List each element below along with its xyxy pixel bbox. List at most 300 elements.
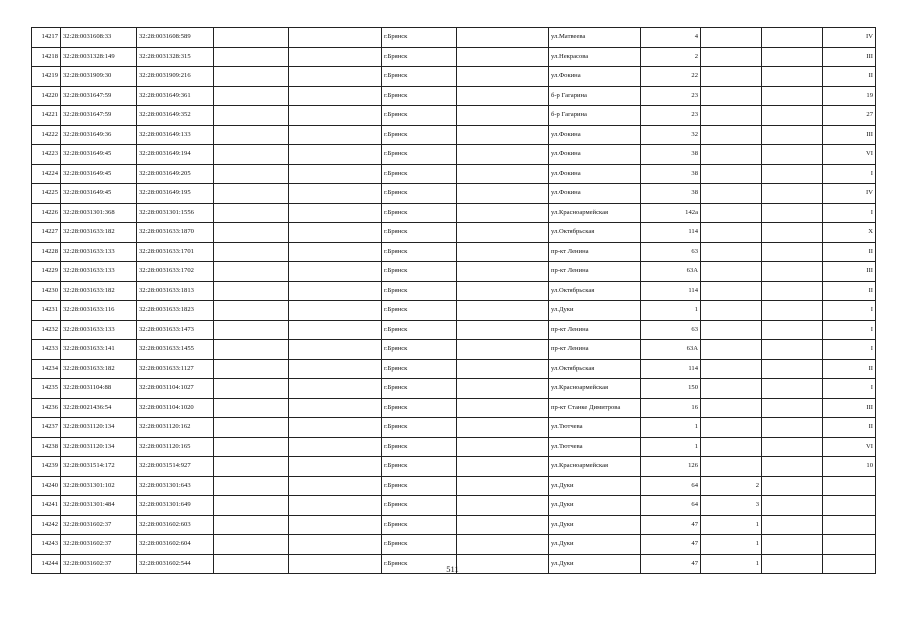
cell-house-number: 16 bbox=[641, 398, 701, 418]
cell-col-blank-4 bbox=[762, 86, 823, 106]
page-number: 511 bbox=[446, 564, 459, 574]
cell-street: ул.Фокина bbox=[549, 145, 641, 165]
cell-col-blank-3 bbox=[457, 418, 549, 438]
cell-col-blank-2 bbox=[289, 242, 382, 262]
cell-cadastral-number: 32:28:0031602:604 bbox=[137, 535, 214, 555]
cell-house-number: 1 bbox=[641, 418, 701, 438]
cell-premises-number: IV bbox=[823, 28, 876, 48]
table-row bbox=[32, 67, 876, 87]
cell-street: ул.Красноармейская bbox=[549, 203, 641, 223]
cell-row-number: 14238 bbox=[32, 437, 61, 457]
cell-row-number: 14228 bbox=[32, 242, 61, 262]
table-row bbox=[32, 86, 876, 106]
cell-cadastral-quarter: 32:28:0031649:45 bbox=[61, 145, 137, 165]
cell-col-blank-4 bbox=[762, 340, 823, 360]
cell-city: г.Брянск bbox=[382, 262, 457, 282]
cell-city: г.Брянск bbox=[382, 125, 457, 145]
cell-house-number: 47 bbox=[641, 535, 701, 555]
cell-col-blank-1 bbox=[214, 106, 289, 126]
cell-premises-number: II bbox=[823, 281, 876, 301]
table-row bbox=[32, 184, 876, 204]
cell-city: г.Брянск bbox=[382, 203, 457, 223]
cell-city: г.Брянск bbox=[382, 554, 457, 574]
cell-city: г.Брянск bbox=[382, 301, 457, 321]
cell-premises-number: VI bbox=[823, 437, 876, 457]
cell-row-number: 14239 bbox=[32, 457, 61, 477]
cell-col-blank-1 bbox=[214, 28, 289, 48]
cell-col-blank-1 bbox=[214, 301, 289, 321]
cell-col-blank-2 bbox=[289, 164, 382, 184]
cell-building-number bbox=[701, 457, 762, 477]
cell-col-blank-3 bbox=[457, 535, 549, 555]
cell-house-number: 63 bbox=[641, 242, 701, 262]
cell-cadastral-number: 32:28:0031104:1020 bbox=[137, 398, 214, 418]
cell-cadastral-number: 32:28:0031633:1823 bbox=[137, 301, 214, 321]
cell-cadastral-number: 32:28:0031633:1127 bbox=[137, 359, 214, 379]
cell-city: г.Брянск bbox=[382, 359, 457, 379]
cell-col-blank-1 bbox=[214, 359, 289, 379]
table-row bbox=[32, 281, 876, 301]
cell-house-number: 2 bbox=[641, 47, 701, 67]
cell-building-number bbox=[701, 320, 762, 340]
cell-premises-number bbox=[823, 535, 876, 555]
cell-col-blank-4 bbox=[762, 125, 823, 145]
cell-cadastral-number: 32:28:0031602:544 bbox=[137, 554, 214, 574]
cell-street: пр-кт Ленина bbox=[549, 340, 641, 360]
cell-city: г.Брянск bbox=[382, 242, 457, 262]
cell-col-blank-4 bbox=[762, 476, 823, 496]
cell-city: г.Брянск bbox=[382, 340, 457, 360]
cell-col-blank-1 bbox=[214, 379, 289, 399]
cell-cadastral-number: 32:28:0031633:1455 bbox=[137, 340, 214, 360]
cell-col-blank-2 bbox=[289, 457, 382, 477]
cell-col-blank-1 bbox=[214, 437, 289, 457]
table-row bbox=[32, 164, 876, 184]
cell-premises-number: III bbox=[823, 398, 876, 418]
cell-col-blank-4 bbox=[762, 203, 823, 223]
cell-col-blank-3 bbox=[457, 47, 549, 67]
cell-house-number: 23 bbox=[641, 106, 701, 126]
cell-row-number: 14234 bbox=[32, 359, 61, 379]
cell-street: ул.Фокина bbox=[549, 164, 641, 184]
cell-city: г.Брянск bbox=[382, 106, 457, 126]
cell-street: ул.Дуки bbox=[549, 301, 641, 321]
cell-cadastral-quarter: 32:28:0031301:484 bbox=[61, 496, 137, 516]
table-row bbox=[32, 457, 876, 477]
cell-col-blank-2 bbox=[289, 28, 382, 48]
cell-col-blank-3 bbox=[457, 515, 549, 535]
cell-premises-number: 27 bbox=[823, 106, 876, 126]
cell-col-blank-4 bbox=[762, 242, 823, 262]
cell-col-blank-3 bbox=[457, 125, 549, 145]
cell-row-number: 14231 bbox=[32, 301, 61, 321]
cell-col-blank-4 bbox=[762, 496, 823, 516]
cell-row-number: 14221 bbox=[32, 106, 61, 126]
cell-col-blank-3 bbox=[457, 67, 549, 87]
table-row bbox=[32, 418, 876, 438]
cell-col-blank-2 bbox=[289, 359, 382, 379]
cell-premises-number bbox=[823, 476, 876, 496]
cell-building-number bbox=[701, 203, 762, 223]
cell-cadastral-quarter: 32:28:0031514:172 bbox=[61, 457, 137, 477]
cell-col-blank-1 bbox=[214, 86, 289, 106]
cell-building-number bbox=[701, 379, 762, 399]
cell-house-number: 150 bbox=[641, 379, 701, 399]
cell-cadastral-quarter: 32:28:0021436:54 bbox=[61, 398, 137, 418]
cell-building-number bbox=[701, 281, 762, 301]
cell-street: ул.Некрасова bbox=[549, 47, 641, 67]
cell-col-blank-3 bbox=[457, 28, 549, 48]
table-row bbox=[32, 145, 876, 165]
cell-building-number bbox=[701, 67, 762, 87]
cell-col-blank-4 bbox=[762, 223, 823, 243]
cell-house-number: 22 bbox=[641, 67, 701, 87]
cell-premises-number: VI bbox=[823, 145, 876, 165]
cell-building-number bbox=[701, 47, 762, 67]
cell-col-blank-2 bbox=[289, 125, 382, 145]
cell-street: ул.Дуки bbox=[549, 535, 641, 555]
cell-col-blank-1 bbox=[214, 223, 289, 243]
cell-house-number: 114 bbox=[641, 359, 701, 379]
table-row bbox=[32, 398, 876, 418]
cell-premises-number: I bbox=[823, 379, 876, 399]
cell-city: г.Брянск bbox=[382, 164, 457, 184]
cell-col-blank-1 bbox=[214, 47, 289, 67]
cell-cadastral-number: 32:28:0031301:649 bbox=[137, 496, 214, 516]
cell-city: г.Брянск bbox=[382, 320, 457, 340]
cell-cadastral-quarter: 32:28:0031633:116 bbox=[61, 301, 137, 321]
cell-premises-number: III bbox=[823, 262, 876, 282]
cell-col-blank-1 bbox=[214, 184, 289, 204]
cell-street: ул.Тютчева bbox=[549, 437, 641, 457]
cell-house-number: 1 bbox=[641, 301, 701, 321]
cell-col-blank-2 bbox=[289, 515, 382, 535]
table-row bbox=[32, 535, 876, 555]
cell-col-blank-1 bbox=[214, 515, 289, 535]
cell-col-blank-3 bbox=[457, 106, 549, 126]
cell-cadastral-number: 32:28:0031649:361 bbox=[137, 86, 214, 106]
cell-street: ул.Октябрьская bbox=[549, 223, 641, 243]
cell-col-blank-3 bbox=[457, 262, 549, 282]
cell-street: пр-кт Ленина bbox=[549, 242, 641, 262]
cell-city: г.Брянск bbox=[382, 145, 457, 165]
cell-cadastral-quarter: 32:28:0031633:182 bbox=[61, 281, 137, 301]
cell-cadastral-number: 32:28:0031649:205 bbox=[137, 164, 214, 184]
cell-cadastral-quarter: 32:28:0031104:88 bbox=[61, 379, 137, 399]
cell-col-blank-1 bbox=[214, 67, 289, 87]
table-row bbox=[32, 28, 876, 48]
cell-city: г.Брянск bbox=[382, 281, 457, 301]
cell-building-number: 1 bbox=[701, 535, 762, 555]
cell-row-number: 14235 bbox=[32, 379, 61, 399]
cell-cadastral-number: 32:28:0031649:194 bbox=[137, 145, 214, 165]
cell-premises-number: III bbox=[823, 47, 876, 67]
cell-col-blank-3 bbox=[457, 223, 549, 243]
cell-cadastral-number: 32:28:0031633:1473 bbox=[137, 320, 214, 340]
cell-col-blank-3 bbox=[457, 340, 549, 360]
table-row bbox=[32, 262, 876, 282]
cell-cadastral-quarter: 32:28:0031647:59 bbox=[61, 106, 137, 126]
cell-cadastral-number: 32:28:0031649:352 bbox=[137, 106, 214, 126]
cell-city: г.Брянск bbox=[382, 223, 457, 243]
cell-cadastral-quarter: 32:28:0031649:45 bbox=[61, 184, 137, 204]
cell-street: ул.Матвеева bbox=[549, 28, 641, 48]
cell-street: пр-кт Ленина bbox=[549, 262, 641, 282]
table-row bbox=[32, 340, 876, 360]
cell-col-blank-3 bbox=[457, 379, 549, 399]
cell-col-blank-2 bbox=[289, 320, 382, 340]
cell-col-blank-1 bbox=[214, 535, 289, 555]
cell-col-blank-1 bbox=[214, 242, 289, 262]
cell-col-blank-2 bbox=[289, 437, 382, 457]
cell-col-blank-3 bbox=[457, 301, 549, 321]
cell-col-blank-4 bbox=[762, 437, 823, 457]
cell-building-number bbox=[701, 106, 762, 126]
cell-premises-number: IV bbox=[823, 184, 876, 204]
register-table bbox=[31, 27, 876, 574]
table-row bbox=[32, 242, 876, 262]
cell-city: г.Брянск bbox=[382, 535, 457, 555]
cell-col-blank-1 bbox=[214, 203, 289, 223]
cell-row-number: 14222 bbox=[32, 125, 61, 145]
cell-city: г.Брянск bbox=[382, 476, 457, 496]
cell-cadastral-quarter: 32:28:0031328:149 bbox=[61, 47, 137, 67]
cell-house-number: 38 bbox=[641, 164, 701, 184]
cell-cadastral-quarter: 32:28:0031602:37 bbox=[61, 535, 137, 555]
cell-cadastral-number: 32:28:0031301:643 bbox=[137, 476, 214, 496]
cell-row-number: 14232 bbox=[32, 320, 61, 340]
cell-premises-number: II bbox=[823, 242, 876, 262]
cell-col-blank-2 bbox=[289, 145, 382, 165]
cell-col-blank-2 bbox=[289, 184, 382, 204]
cell-premises-number: X bbox=[823, 223, 876, 243]
cell-col-blank-2 bbox=[289, 398, 382, 418]
cell-row-number: 14224 bbox=[32, 164, 61, 184]
cell-premises-number: 19 bbox=[823, 86, 876, 106]
cell-street: ул.Октябрьская bbox=[549, 359, 641, 379]
cell-col-blank-4 bbox=[762, 281, 823, 301]
cell-col-blank-4 bbox=[762, 320, 823, 340]
cell-cadastral-number: 32:28:0031649:133 bbox=[137, 125, 214, 145]
cell-cadastral-number: 32:28:0031602:603 bbox=[137, 515, 214, 535]
table-row bbox=[32, 496, 876, 516]
table-row bbox=[32, 379, 876, 399]
cell-cadastral-quarter: 32:28:0031608:33 bbox=[61, 28, 137, 48]
table-row bbox=[32, 106, 876, 126]
cell-street: ул.Фокина bbox=[549, 67, 641, 87]
cell-col-blank-1 bbox=[214, 496, 289, 516]
cell-house-number: 126 bbox=[641, 457, 701, 477]
cell-col-blank-4 bbox=[762, 164, 823, 184]
cell-street: пр-кт Станке Димитрова bbox=[549, 398, 641, 418]
table-row bbox=[32, 47, 876, 67]
cell-premises-number: I bbox=[823, 320, 876, 340]
cell-building-number bbox=[701, 242, 762, 262]
cell-col-blank-1 bbox=[214, 125, 289, 145]
cell-col-blank-2 bbox=[289, 223, 382, 243]
cell-col-blank-3 bbox=[457, 164, 549, 184]
cell-col-blank-3 bbox=[457, 242, 549, 262]
cell-cadastral-quarter: 32:28:0031602:37 bbox=[61, 515, 137, 535]
cell-cadastral-quarter: 32:28:0031301:102 bbox=[61, 476, 137, 496]
cell-row-number: 14243 bbox=[32, 535, 61, 555]
cell-house-number: 1 bbox=[641, 437, 701, 457]
cell-col-blank-4 bbox=[762, 301, 823, 321]
cell-col-blank-4 bbox=[762, 418, 823, 438]
cell-building-number: 2 bbox=[701, 476, 762, 496]
cell-street: ул.Дуки bbox=[549, 496, 641, 516]
cell-building-number bbox=[701, 164, 762, 184]
cell-building-number bbox=[701, 145, 762, 165]
cell-cadastral-number: 32:28:0031104:1027 bbox=[137, 379, 214, 399]
cell-city: г.Брянск bbox=[382, 28, 457, 48]
cell-col-blank-4 bbox=[762, 515, 823, 535]
cell-street: ул.Дуки bbox=[549, 515, 641, 535]
cell-col-blank-2 bbox=[289, 476, 382, 496]
cell-city: г.Брянск bbox=[382, 398, 457, 418]
cell-street: ул.Дуки bbox=[549, 554, 641, 574]
cell-col-blank-3 bbox=[457, 437, 549, 457]
table-row bbox=[32, 301, 876, 321]
cell-row-number: 14242 bbox=[32, 515, 61, 535]
cell-building-number bbox=[701, 86, 762, 106]
cell-cadastral-number: 32:28:0031633:1701 bbox=[137, 242, 214, 262]
cell-cadastral-number: 32:28:0031633:1813 bbox=[137, 281, 214, 301]
cell-building-number bbox=[701, 223, 762, 243]
cell-city: г.Брянск bbox=[382, 418, 457, 438]
cell-row-number: 14220 bbox=[32, 86, 61, 106]
cell-col-blank-1 bbox=[214, 398, 289, 418]
cell-row-number: 14237 bbox=[32, 418, 61, 438]
cell-col-blank-2 bbox=[289, 418, 382, 438]
cell-city: г.Брянск bbox=[382, 86, 457, 106]
cell-col-blank-3 bbox=[457, 457, 549, 477]
cell-building-number bbox=[701, 359, 762, 379]
cell-building-number bbox=[701, 437, 762, 457]
cell-building-number bbox=[701, 184, 762, 204]
cell-cadastral-quarter: 32:28:0031633:182 bbox=[61, 359, 137, 379]
cell-city: г.Брянск bbox=[382, 515, 457, 535]
cell-cadastral-number: 32:28:0031633:1702 bbox=[137, 262, 214, 282]
cell-cadastral-number: 32:28:0031120:162 bbox=[137, 418, 214, 438]
cell-cadastral-quarter: 32:28:0031120:134 bbox=[61, 418, 137, 438]
cell-col-blank-4 bbox=[762, 262, 823, 282]
cell-row-number: 14229 bbox=[32, 262, 61, 282]
cell-city: г.Брянск bbox=[382, 184, 457, 204]
cell-row-number: 14230 bbox=[32, 281, 61, 301]
cell-building-number bbox=[701, 340, 762, 360]
cell-col-blank-4 bbox=[762, 379, 823, 399]
cell-house-number: 38 bbox=[641, 145, 701, 165]
table-row bbox=[32, 437, 876, 457]
cell-city: г.Брянск bbox=[382, 496, 457, 516]
cell-col-blank-2 bbox=[289, 340, 382, 360]
cell-col-blank-2 bbox=[289, 281, 382, 301]
cell-cadastral-quarter: 32:28:0031649:36 bbox=[61, 125, 137, 145]
cell-cadastral-quarter: 32:28:0031301:368 bbox=[61, 203, 137, 223]
cell-city: г.Брянск bbox=[382, 379, 457, 399]
cell-cadastral-number: 32:28:0031120:165 bbox=[137, 437, 214, 457]
cell-building-number bbox=[701, 418, 762, 438]
cell-row-number: 14227 bbox=[32, 223, 61, 243]
register-body bbox=[32, 28, 876, 574]
cell-premises-number: I bbox=[823, 301, 876, 321]
cell-building-number bbox=[701, 301, 762, 321]
cell-premises-number: I bbox=[823, 164, 876, 184]
cell-row-number: 14226 bbox=[32, 203, 61, 223]
cell-building-number: 3 bbox=[701, 496, 762, 516]
table-row bbox=[32, 515, 876, 535]
cell-col-blank-4 bbox=[762, 398, 823, 418]
cell-cadastral-number: 32:28:0031633:1870 bbox=[137, 223, 214, 243]
cell-row-number: 14241 bbox=[32, 496, 61, 516]
cell-col-blank-4 bbox=[762, 535, 823, 555]
cell-col-blank-1 bbox=[214, 164, 289, 184]
table-row bbox=[32, 203, 876, 223]
cell-col-blank-4 bbox=[762, 359, 823, 379]
cell-row-number: 14236 bbox=[32, 398, 61, 418]
cell-street: ул.Дуки bbox=[549, 476, 641, 496]
cell-col-blank-3 bbox=[457, 398, 549, 418]
cell-cadastral-quarter: 32:28:0031633:133 bbox=[61, 242, 137, 262]
cell-cadastral-quarter: 32:28:0031647:59 bbox=[61, 86, 137, 106]
cell-building-number bbox=[701, 125, 762, 145]
cell-city: г.Брянск bbox=[382, 437, 457, 457]
cell-building-number: 1 bbox=[701, 515, 762, 535]
cell-col-blank-1 bbox=[214, 320, 289, 340]
cell-col-blank-2 bbox=[289, 301, 382, 321]
cell-col-blank-2 bbox=[289, 496, 382, 516]
cell-cadastral-quarter: 32:28:0031633:141 bbox=[61, 340, 137, 360]
cell-row-number: 14218 bbox=[32, 47, 61, 67]
cell-col-blank-2 bbox=[289, 67, 382, 87]
cell-premises-number bbox=[823, 515, 876, 535]
cell-col-blank-3 bbox=[457, 320, 549, 340]
cell-cadastral-quarter: 32:28:0031633:133 bbox=[61, 262, 137, 282]
cell-street: б-р Гагарина bbox=[549, 86, 641, 106]
cell-premises-number bbox=[823, 496, 876, 516]
table-row bbox=[32, 223, 876, 243]
cell-row-number: 14225 bbox=[32, 184, 61, 204]
cell-col-blank-1 bbox=[214, 340, 289, 360]
cell-cadastral-number: 32:28:0031301:1556 bbox=[137, 203, 214, 223]
cell-col-blank-1 bbox=[214, 262, 289, 282]
cell-building-number bbox=[701, 262, 762, 282]
table-row bbox=[32, 320, 876, 340]
cell-city: г.Брянск bbox=[382, 67, 457, 87]
cell-col-blank-2 bbox=[289, 379, 382, 399]
cell-row-number: 14233 bbox=[32, 340, 61, 360]
cell-premises-number: II bbox=[823, 418, 876, 438]
cell-house-number: 47 bbox=[641, 515, 701, 535]
table-row bbox=[32, 125, 876, 145]
cell-premises-number: III bbox=[823, 125, 876, 145]
cell-col-blank-3 bbox=[457, 203, 549, 223]
cell-row-number: 14240 bbox=[32, 476, 61, 496]
cell-col-blank-3 bbox=[457, 184, 549, 204]
cell-house-number: 64 bbox=[641, 496, 701, 516]
cell-cadastral-quarter: 32:28:0031633:133 bbox=[61, 320, 137, 340]
cell-col-blank-3 bbox=[457, 86, 549, 106]
cell-row-number: 14223 bbox=[32, 145, 61, 165]
cell-col-blank-2 bbox=[289, 47, 382, 67]
cell-col-blank-4 bbox=[762, 184, 823, 204]
cell-city: г.Брянск bbox=[382, 457, 457, 477]
cell-row-number: 14217 bbox=[32, 28, 61, 48]
cell-col-blank-2 bbox=[289, 535, 382, 555]
table-row bbox=[32, 359, 876, 379]
cell-building-number: 1 bbox=[701, 554, 762, 574]
